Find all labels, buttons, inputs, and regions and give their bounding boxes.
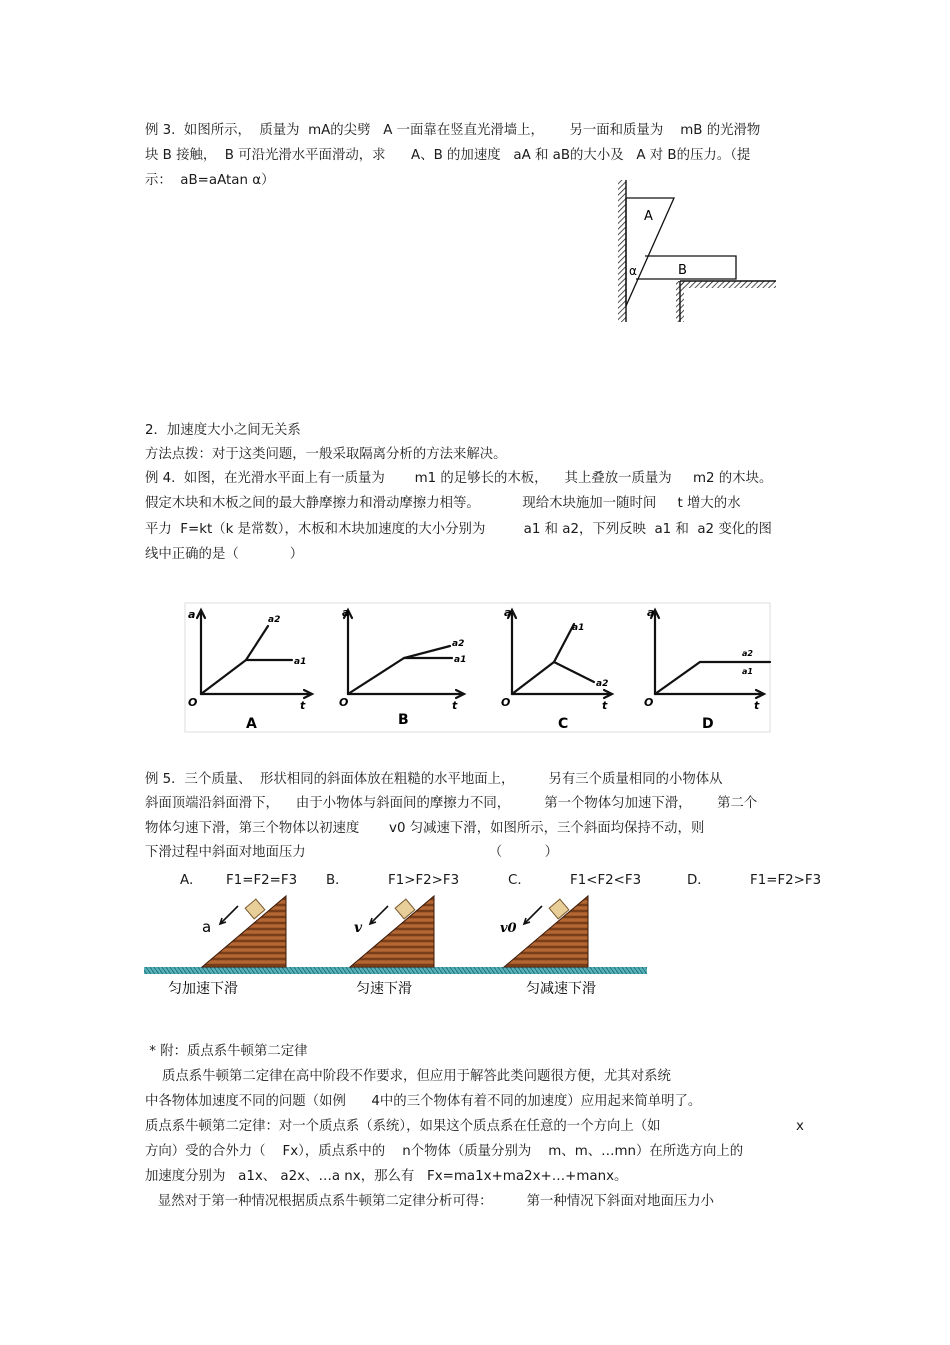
- graph-a-x-label: t: [300, 699, 306, 712]
- ex5-line-4: 下滑过程中斜面对地面压力 （ ）: [145, 845, 559, 860]
- graph-a-label-a2: a2: [268, 615, 281, 625]
- graph-c-y-label: a: [504, 606, 512, 619]
- wedge-a-label: A: [644, 209, 653, 224]
- graph-a-label-a1: a1: [294, 657, 307, 667]
- graph-a-y-label: a: [188, 608, 196, 621]
- graph-b-label-a1: a1: [454, 655, 467, 665]
- ex4-line-2: 假定木块和木板之间的最大静摩擦力和滑动摩擦力相等。 现给木块施加一随时间 t 增大的水: [145, 496, 741, 511]
- graph-a-origin: O: [188, 696, 198, 709]
- ex5-line-1: 例 5．三个质量、 形状相同的斜面体放在粗糙的水平地面上， 另有三个质量相同的小物体从: [145, 772, 723, 787]
- ex3-line-2: 块 B 接触， B 可沿光滑水平面滑动，求 A、B 的加速度 aA 和 aB的大小及 A 对 B的压力。（提: [145, 148, 751, 163]
- graph-d-label-a1: a1: [742, 667, 753, 676]
- incline-3-caption: 匀减速下滑: [526, 981, 596, 997]
- graph-d-origin: O: [644, 696, 654, 709]
- incline-2: [350, 896, 434, 967]
- graph-c-letter: C: [558, 716, 569, 732]
- floor-hatch: [680, 281, 776, 288]
- graph-c-x-label: t: [602, 699, 608, 712]
- graph-b-y-label: a: [342, 606, 350, 619]
- ex5-line-2: 斜面顶端沿斜面滑下， 由于小物体与斜面间的摩擦力不同， 第一个物体匀加速下滑， 第二个: [145, 796, 758, 811]
- appendix-x-label: x: [796, 1119, 804, 1134]
- ex5-option-a: F1=F2=F3: [226, 873, 298, 888]
- graph-c-origin: O: [501, 696, 511, 709]
- arrow-1: [220, 906, 238, 924]
- appendix-line-6: 显然对于第一种情况根据质点系牛顿第二定律分析可得： 第一种情况下斜面对地面压力小: [145, 1194, 715, 1209]
- ex4-line-1: 例 4. 如图，在光滑水平面上有一质量为 m1 的足够长的木板， 其上叠放一质量为 m2 的木块。: [145, 471, 773, 486]
- sec2-heading: 2．加速度大小之间无关系: [145, 423, 301, 438]
- sec2-method: 方法点拨：对于这类问题，一般采取隔离分析的方法来解决。: [145, 447, 507, 462]
- arrow-2-label: v: [354, 920, 363, 936]
- appendix-heading: * 附：质点系牛顿第二定律: [145, 1044, 308, 1059]
- ex5-option-c-key: C．: [508, 873, 531, 888]
- incline-2-caption: 匀速下滑: [356, 981, 412, 997]
- incline-1-caption: 匀加速下滑: [168, 981, 238, 997]
- block-b-label: B: [678, 263, 687, 278]
- ex5-option-b: F1>F2>F3: [388, 873, 460, 888]
- ex3-line-1: 例 3. 如图所示， 质量为 mA的尖劈 A 一面靠在竖直光滑墙上， 另一面和质量为 mB 的光滑物: [145, 123, 761, 138]
- graph-d-label-a2: a2: [742, 649, 753, 658]
- wedge-block-figure: [612, 178, 782, 326]
- graph-d-letter: D: [702, 716, 714, 732]
- appendix-line-5: 加速度分别为 a1x、 a2x、…a nx，那么有 Fx=ma1x+ma2x+…+manx。: [145, 1169, 628, 1184]
- ex4-line-3: 平力 F=kt（k 是常数），木板和木块加速度的大小分别为 a1 和 a2，下列反映 a1 和 a2 变化的图: [145, 522, 772, 537]
- graph-b-curves: [348, 646, 450, 694]
- ex5-option-b-key: B．: [326, 873, 349, 888]
- appendix-line-4: 方向）受的合外力（ Fx），质点系中的 n个物体（质量分别为 m、m、…mn）在所选方向上的: [145, 1144, 744, 1159]
- graph-c-label-a1: a1: [572, 623, 585, 633]
- ground-strip: [144, 967, 647, 974]
- ex5-option-c: F1<F2<F3: [570, 873, 642, 888]
- ex3-line-3: 示： aB=aAtan α）: [145, 173, 275, 188]
- arrow-3: [524, 906, 542, 924]
- graph-d-x-label: t: [754, 699, 760, 712]
- ex5-option-d: F1=F2>F3: [750, 873, 822, 888]
- ex5-option-d-key: D．: [687, 873, 711, 888]
- appendix-line-1: 质点系牛顿第二定律在高中阶段不作要求，但应用于解答此类问题很方便，尤其对系统: [145, 1069, 671, 1084]
- acceleration-graphs-figure: [184, 602, 772, 734]
- appendix-line-3: 质点系牛顿第二定律：对一个质点系（系统），如果这个质点系在任意的一个方向上（如: [145, 1119, 661, 1134]
- graph-b-origin: O: [339, 696, 349, 709]
- angle-label: α: [629, 264, 637, 278]
- graph-c-curves: [512, 624, 574, 694]
- graph-c-label-a2: a2: [596, 679, 609, 689]
- graph-b-label-a2: a2: [452, 639, 465, 649]
- graph-a-letter: A: [246, 716, 257, 732]
- graph-b-x-label: t: [452, 699, 458, 712]
- graph-c-a2-line: [554, 662, 594, 682]
- appendix-line-2: 中各物体加速度不同的问题（如例 4中的三个物体有着不同的加速度）应用起来简单明了。: [145, 1094, 702, 1109]
- arrow-2: [370, 906, 388, 924]
- three-inclines-figure: [144, 892, 650, 1004]
- graph-b-letter: B: [398, 712, 409, 728]
- arrow-3-label: v0: [500, 921, 517, 936]
- ex5-line-3: 物体匀速下滑，第三个物体以初速度 v0 匀减速下滑，如图所示，三个斜面均保持不动，则: [145, 821, 705, 836]
- ex4-line-4: 线中正确的是（ ）: [145, 547, 304, 562]
- arrow-1-label: a: [202, 918, 212, 936]
- wall-hatch: [618, 180, 626, 322]
- graph-d-y-label: a: [647, 606, 655, 619]
- incline-1: [202, 896, 286, 967]
- ex5-option-a-key: A．: [180, 873, 203, 888]
